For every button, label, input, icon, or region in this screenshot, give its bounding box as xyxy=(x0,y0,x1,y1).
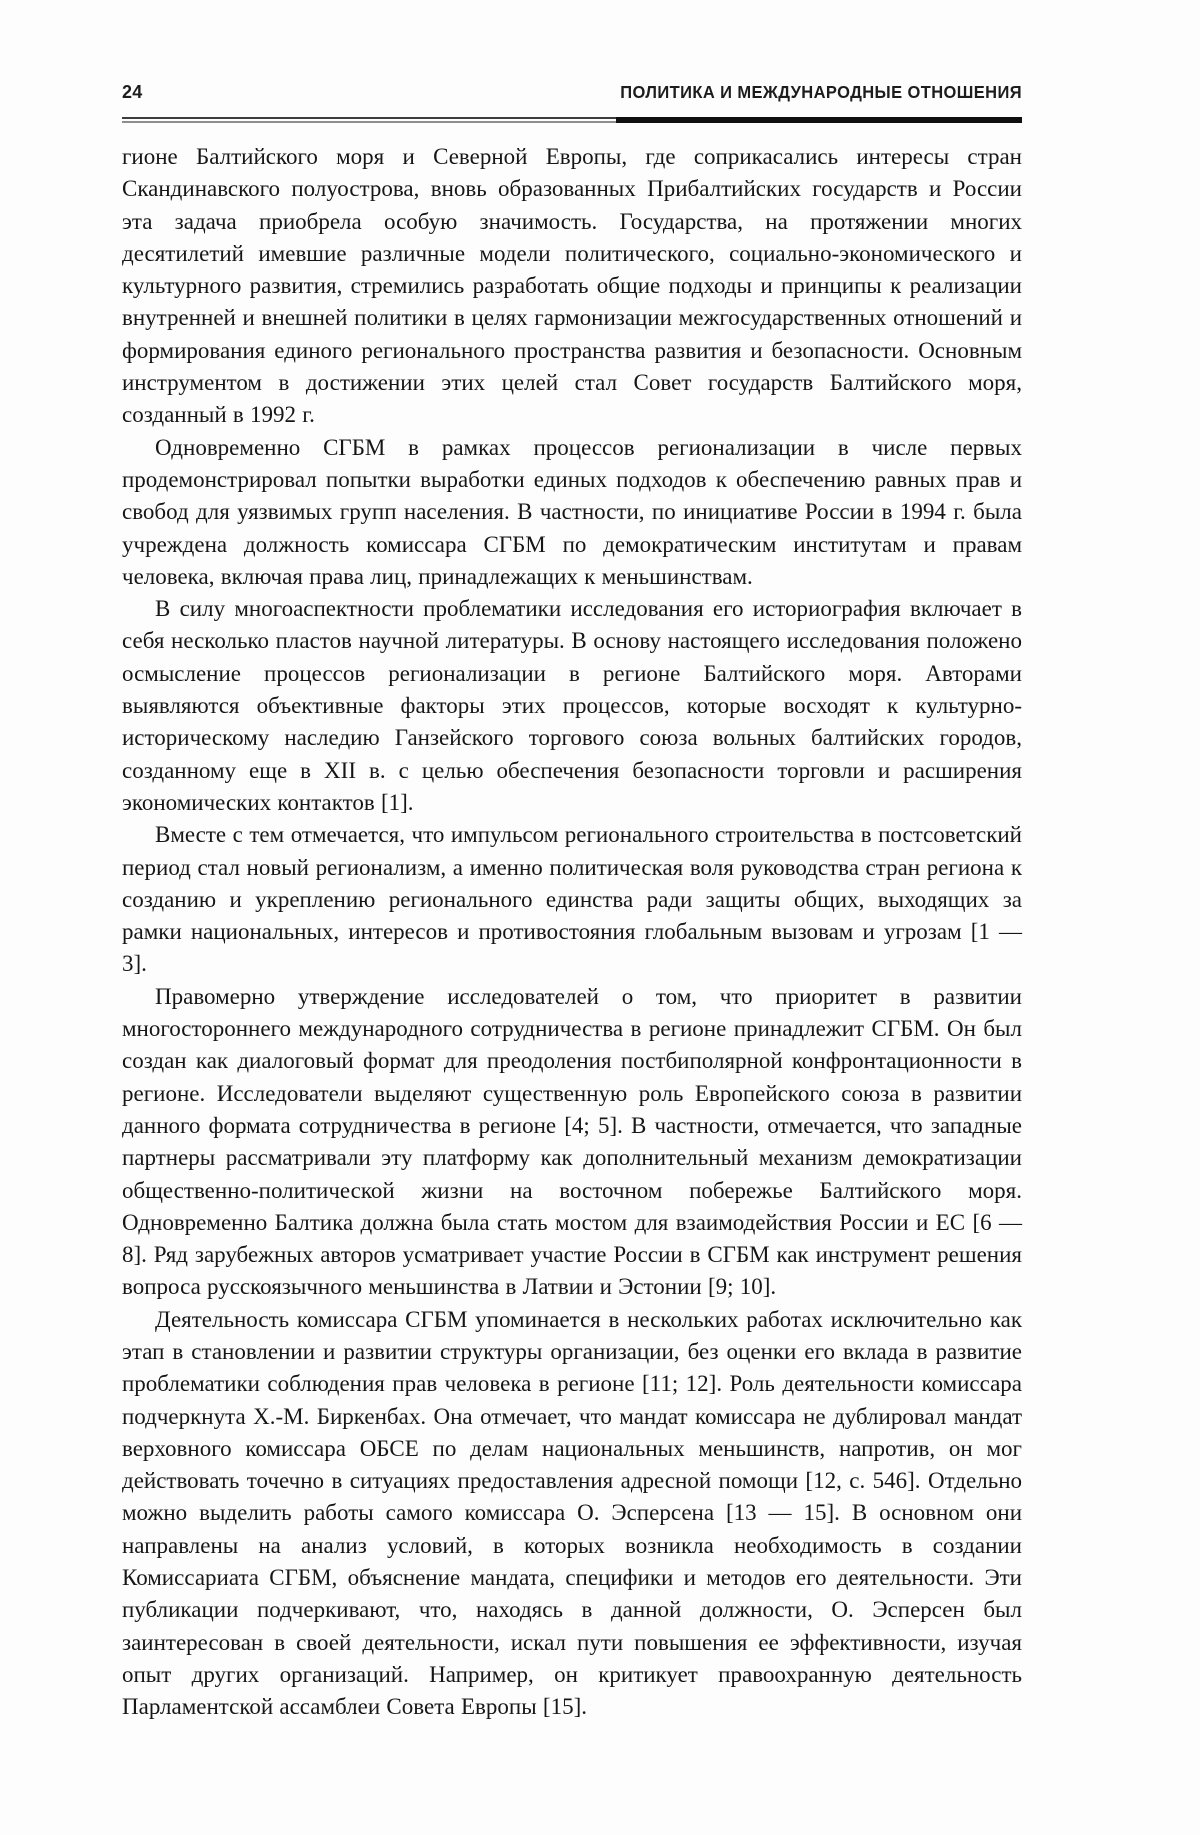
paragraph: Одновременно СГБМ в рамках процессов регионализации в числе первых продемонстрировал попытки выработки единых подходов к обеспечению равных прав и свобод для уязвимых групп населения. В частности, по инициативе России в 1994 г. была учреждена должность комиссара СГБМ по демократическим институтам и правам человека, включая права лиц, принадлежащих к меньшинствам. xyxy=(122,434,1022,589)
paragraph: Вместе с тем отмечается, что импульсом регионального строительства в постсоветский период стал новый регионализм, а именно политическая воля руководства стран региона к созданию и укреплению регионального единства ради защиты общих, выходящих за рамки национальных, интересов и противостояния глобальным вызовам и угрозам [1 — 3]. xyxy=(122,822,1022,977)
header-rule xyxy=(122,117,1022,123)
header-rule-right-segment xyxy=(616,117,1022,123)
paragraph: В силу многоаспектности проблематики исследования его историография включает в себя несколько пластов научной литературы. В основу настоящего исследования положено осмысление процессов регионализации в регионе Балтийского моря. Авторами выявляются объективные факторы этих процессов, которые восходят к культурно-историческому наследию Ганзейского торгового союза вольных балтийских городов, созданному еще в XII в. с целью обеспечения безопасности торговли и расширения экономических контактов [1]. xyxy=(122,596,1022,815)
article-body xyxy=(122,141,1022,1724)
running-header xyxy=(122,82,1022,103)
page-number: 24 xyxy=(122,82,143,102)
paragraph: Правомерно утверждение исследователей о том, что приоритет в развитии многостороннего международного сотрудничества в регионе принадлежит СГБМ. Он был создан как диалоговый формат для преодоления постбиполярной конфронтационности в регионе. Исследователи выделяют существенную роль Европейского союза в развитии данного формата сотрудничества в регионе [4; 5]. В частности, отмечается, что западные партнеры рассматривали эту платформу как дополнительный механизм демократизации общественно-политической жизни на восточном побережье Балтийского моря. Одновременно Балтика должна была стать мостом для взаимодействия России и ЕС [6 — 8]. Ряд зарубежных авторов усматривает участие России в СГБМ как инструмент решения вопроса русскоязычного меньшинства в Латвии и Эстонии [9; 10]. xyxy=(122,983,1022,1300)
paragraph: гионе Балтийского моря и Северной Европы, где соприкасались интересы стран Скандинавского полуострова, вновь образованных Прибалтийских государств и России эта задача приобрела особую значимость. Государства, на протяжении многих десятилетий имевшие различные модели политического, социально-экономического и культурного развития, стремились разработать общие подходы и принципы к реализации внутренней и внешней политики в целях гармонизации межгосударственных отношений и формирования единого регионального пространства развития и безопасности. Основным инструментом в достижении этих целей стал Совет государств Балтийского моря, созданный в 1992 г. xyxy=(122,144,1022,428)
header-rule-left-segment xyxy=(122,117,616,123)
paragraph: Деятельность комиссара СГБМ упоминается в нескольких работах исключительно как этап в становлении и развитии структуры организации, без оценки его вклада в развитие проблематики соблюдения прав человека в регионе [11; 12]. Роль деятельности комиссара подчеркнута Х.-М. Биркенбах. Она отмечает, что мандат комиссара не дублировал мандат верховного комиссара ОБСЕ по делам национальных меньшинств, напротив, он мог действовать точечно в ситуациях предоставления адресной помощи [12, с. 546]. Отдельно можно выделить работы самого комиссара О. Эсперсена [13 — 15]. В основном они направлены на анализ условий, в которых возникла необходимость в создании Комиссариата СГБМ, объяснение мандата, специфики и методов его деятельности. Эти публикации подчеркивают, что, находясь в данной должности, О. Эсперсен был заинтересован в своей деятельности, искал пути повышения ее эффективности, изучая опыт других организаций. Например, он критикует правоохранную деятельность Парламентской ассамблеи Совета Европы [15]. xyxy=(122,1306,1022,1720)
running-title: ПОЛИТИКА И МЕЖДУНАРОДНЫЕ ОТНОШЕНИЯ xyxy=(620,83,1022,103)
